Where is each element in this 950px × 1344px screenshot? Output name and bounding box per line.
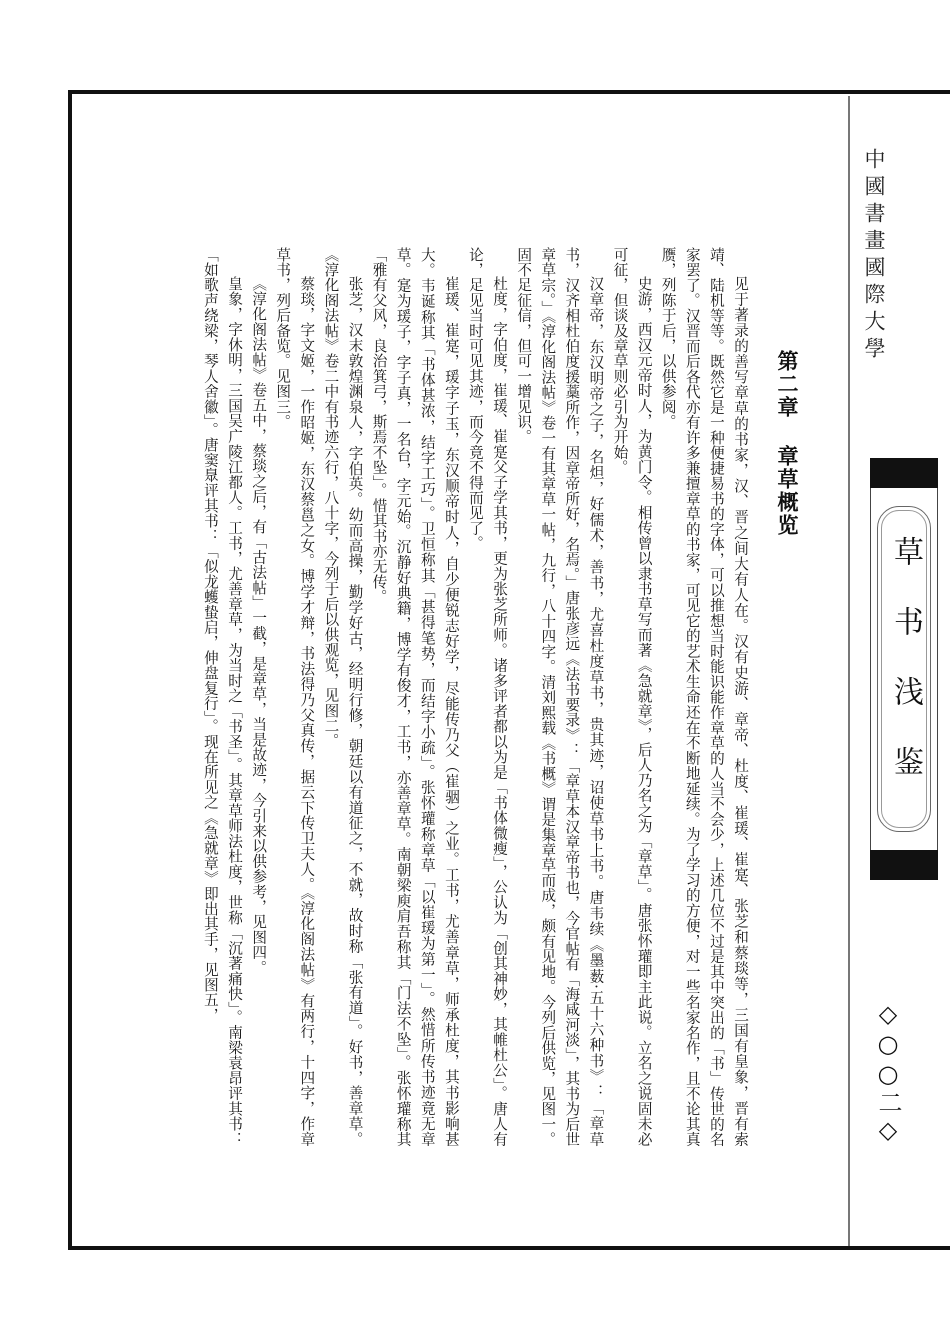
paragraph: 崔瑗、崔寔，瑗字子玉，东汉顺帝时人，自少便锐志好学，尽能传乃父（崔骃）之业。工书，尤善章草，师承杜度，其书影响甚大。韦诞称其「书体甚浓，结字工巧」。卫恒称其「甚得笔势，而结字小疏」。张怀瓘称章草「以崔瑗为第一」。然惜所传书迹竟无章草。寔为瑗子，字子真，一名台，字元始。沉静好典籍，博学有俊才，工书，亦善章草。南朝梁庾肩吾称其「门法不坠」。张怀瓘称其「雅有父风，良治箕弓，斯焉不坠」。惜其书亦无传。: [370, 247, 460, 1147]
paragraph: 汉章帝，东汉明帝之子，名炟，好儒术，善书，尤喜杜度草书，贵其迹，诏使草书上书。唐韦续《墨薮·五十六种书》：「章草书，汉齐相杜伯度援藁所作，因章帝所好，名焉。」唐张彦远《法书要录》：「章草本汉章帝书也，今官帖有「海咸河淡」，其书为后世章草宗。」《淳化阁法帖》卷一有其章草一帖，九行，八十四字。清刘熙载《书概》谓是集章草而成，颇有见地。今列后供览，见图一。固不足征信，但可一增见识。: [515, 247, 605, 1147]
paragraph: 《淳化阁法帖》卷五中，蔡琰之后，有「古法帖」一截，是章草，当是故迹，今引来以供参考，见图四。: [250, 276, 268, 976]
paragraph: 蔡琰，字文姬，一作昭姬，东汉蔡邕之女。博学才辩，书法得乃父真传，据云下传卫夫人。《淳化阁法帖》有两行，十四字，作章草书，列后备览。见图三。: [274, 247, 316, 1147]
title-cartouche: [870, 488, 938, 850]
series-title: 中國書畫國際大學: [862, 148, 886, 364]
title-band-bottom: [870, 850, 938, 880]
paragraph: 皇象，字休明，三国吴广陵江都人。工书，尤善章草，为当时之「书圣」。其章草师法杜度，世称「沉著痛快」。南梁袁昂评其书：「如歌声绕梁，琴人舍徽」。唐窦臮评其书：「似龙蠖蛰启，伸盘复行」。现在所见之《急就章》即出其手，见图五，: [201, 247, 244, 1147]
paragraph: 见于著录的善写章草的书家，汉、晋之间大有人在。汉有史游、章帝、杜度、崔瑗、崔寔、张芝和蔡琰等，三国有皇象，晋有索靖、陆机等等。既然它是一种便捷易书的字体，可以推想当时能识能作章草的人当不会少，上述几位不过是其中突出的「书」传世的名家罢了。汉晋而后各代亦有许多兼擅章草的书家，可见它的艺术生命还在不断地延续。为了学习的方便，对一些名家名作，且不论其真赝，列陈于后，以供参阅。: [659, 247, 749, 1147]
paragraph: 张芝，汉末敦煌渊泉人，字伯英。幼而高操，勤学好古，经明行修，朝廷以有道征之，不就，故时称「张有道」。好书，善章草。《淳化阁法帖》卷二中有书迹六行，八十字，今列于后以供观览，见图二。: [322, 247, 364, 1147]
page-number: ◇○○二◇: [874, 1000, 902, 1146]
title-band-top: [870, 458, 938, 488]
body-text: [128, 247, 752, 1147]
paragraph: 史游，西汉元帝时人，为黄门令。相传曾以隶书草写而著《急就章》，后人乃名之为「章草」。唐张怀瓘即主此说。立名之说固未必可征，但谈及章草则必引为开始。: [611, 247, 653, 1147]
book-title: 草书浅鉴: [888, 536, 923, 816]
paragraph: 杜度，字伯度，崔瑗、崔寔父子学其书，更为张芝所师。诸多评者都以为是「书体微瘦」，公认为「创其神妙，其帷杜公」。唐人有论，足见当时可见其迹，而今竟不得而见了。: [466, 247, 509, 1147]
chapter-title: 第二章 章草概览: [775, 350, 799, 537]
margin-rule: [848, 96, 850, 1246]
